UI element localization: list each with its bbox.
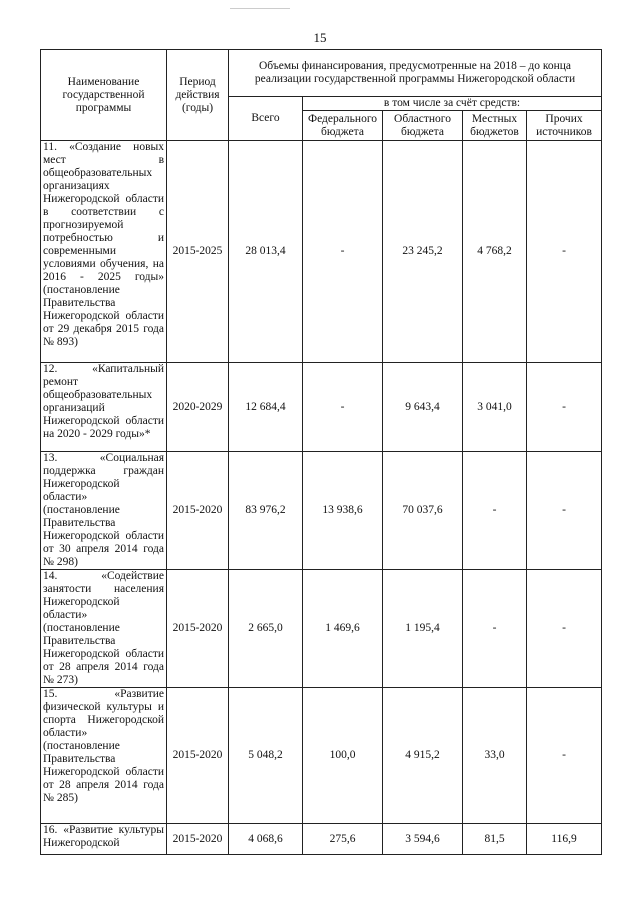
regional-value: 9 643,4 (383, 363, 463, 452)
local-value: - (463, 570, 527, 688)
other-value: - (527, 570, 602, 688)
header-other: Прочих источников (527, 111, 602, 141)
table-row (41, 452, 602, 570)
total-value: 5 048,2 (229, 688, 303, 824)
program-period: 2015-2020 (167, 688, 229, 824)
table-row (41, 570, 602, 688)
other-value: - (527, 452, 602, 570)
header-total: Всего (229, 97, 303, 141)
header-period: Период действия (годы) (167, 50, 229, 141)
program-period: 2015-2020 (167, 824, 229, 855)
program-period: 2015-2020 (167, 452, 229, 570)
header-funding: Объемы финансирования, предусмотренные на 2018 – до конца реализации государственной программы Нижегородской области (229, 50, 602, 97)
page-number: 15 (313, 30, 327, 45)
table-row (41, 363, 602, 452)
regional-value: 23 245,2 (383, 141, 463, 363)
header-name: Наименование государственной программы (41, 50, 167, 141)
regional-value: 4 915,2 (383, 688, 463, 824)
financing-table (40, 49, 602, 855)
program-name: 13. «Социальная поддержка граждан Нижегородской области» (постановление Правительства Нижегородской области от 30 апреля 2014 года № 298) (41, 452, 167, 570)
total-value: 4 068,6 (229, 824, 303, 855)
total-value: 83 976,2 (229, 452, 303, 570)
local-value: 3 041,0 (463, 363, 527, 452)
program-name: 12. «Капитальный ремонт общеобразовательных организаций Нижегородской области на 2020 - 2029 годы»* (41, 363, 167, 452)
table-row (41, 824, 602, 855)
federal-value: 1 469,6 (303, 570, 383, 688)
program-name: 11. «Создание новых мест в общеобразовательных организациях Нижегородской области в соответствии с прогнозируемой потребностью и современными условиями обучения, на 2016 - 2025 годы» (постановление Правительства Нижегородской области от 29 декабря 2015 года № 893) (41, 141, 167, 363)
federal-value: - (303, 141, 383, 363)
other-value: - (527, 363, 602, 452)
total-value: 12 684,4 (229, 363, 303, 452)
federal-value: - (303, 363, 383, 452)
other-value: 116,9 (527, 824, 602, 855)
local-value: - (463, 452, 527, 570)
program-period: 2020-2029 (167, 363, 229, 452)
total-value: 2 665,0 (229, 570, 303, 688)
program-name: 16. «Развитие культуры Нижегородской (41, 824, 167, 855)
local-value: 4 768,2 (463, 141, 527, 363)
program-period: 2015-2020 (167, 570, 229, 688)
scan-artifact (230, 8, 290, 9)
local-value: 33,0 (463, 688, 527, 824)
regional-value: 3 594,6 (383, 824, 463, 855)
other-value: - (527, 141, 602, 363)
header-local: Местных бюджетов (463, 111, 527, 141)
federal-value: 13 938,6 (303, 452, 383, 570)
federal-value: 275,6 (303, 824, 383, 855)
program-name: 15. «Развитие физической культуры и спорта Нижегородской области» (постановление Правительства Нижегородской области от 28 апреля 2014 года № 285) (41, 688, 167, 824)
federal-value: 100,0 (303, 688, 383, 824)
regional-value: 70 037,6 (383, 452, 463, 570)
local-value: 81,5 (463, 824, 527, 855)
total-value: 28 013,4 (229, 141, 303, 363)
other-value: - (527, 688, 602, 824)
header-regional: Областного бюджета (383, 111, 463, 141)
header-federal: Федерального бюджета (303, 111, 383, 141)
table-row (41, 141, 602, 363)
table-row (41, 688, 602, 824)
header-including: в том числе за счёт средств: (303, 97, 602, 111)
regional-value: 1 195,4 (383, 570, 463, 688)
program-name: 14. «Содействие занятости населения Нижегородской области» (постановление Правительства Нижегородской области от 28 апреля 2014 года № 273) (41, 570, 167, 688)
program-period: 2015-2025 (167, 141, 229, 363)
